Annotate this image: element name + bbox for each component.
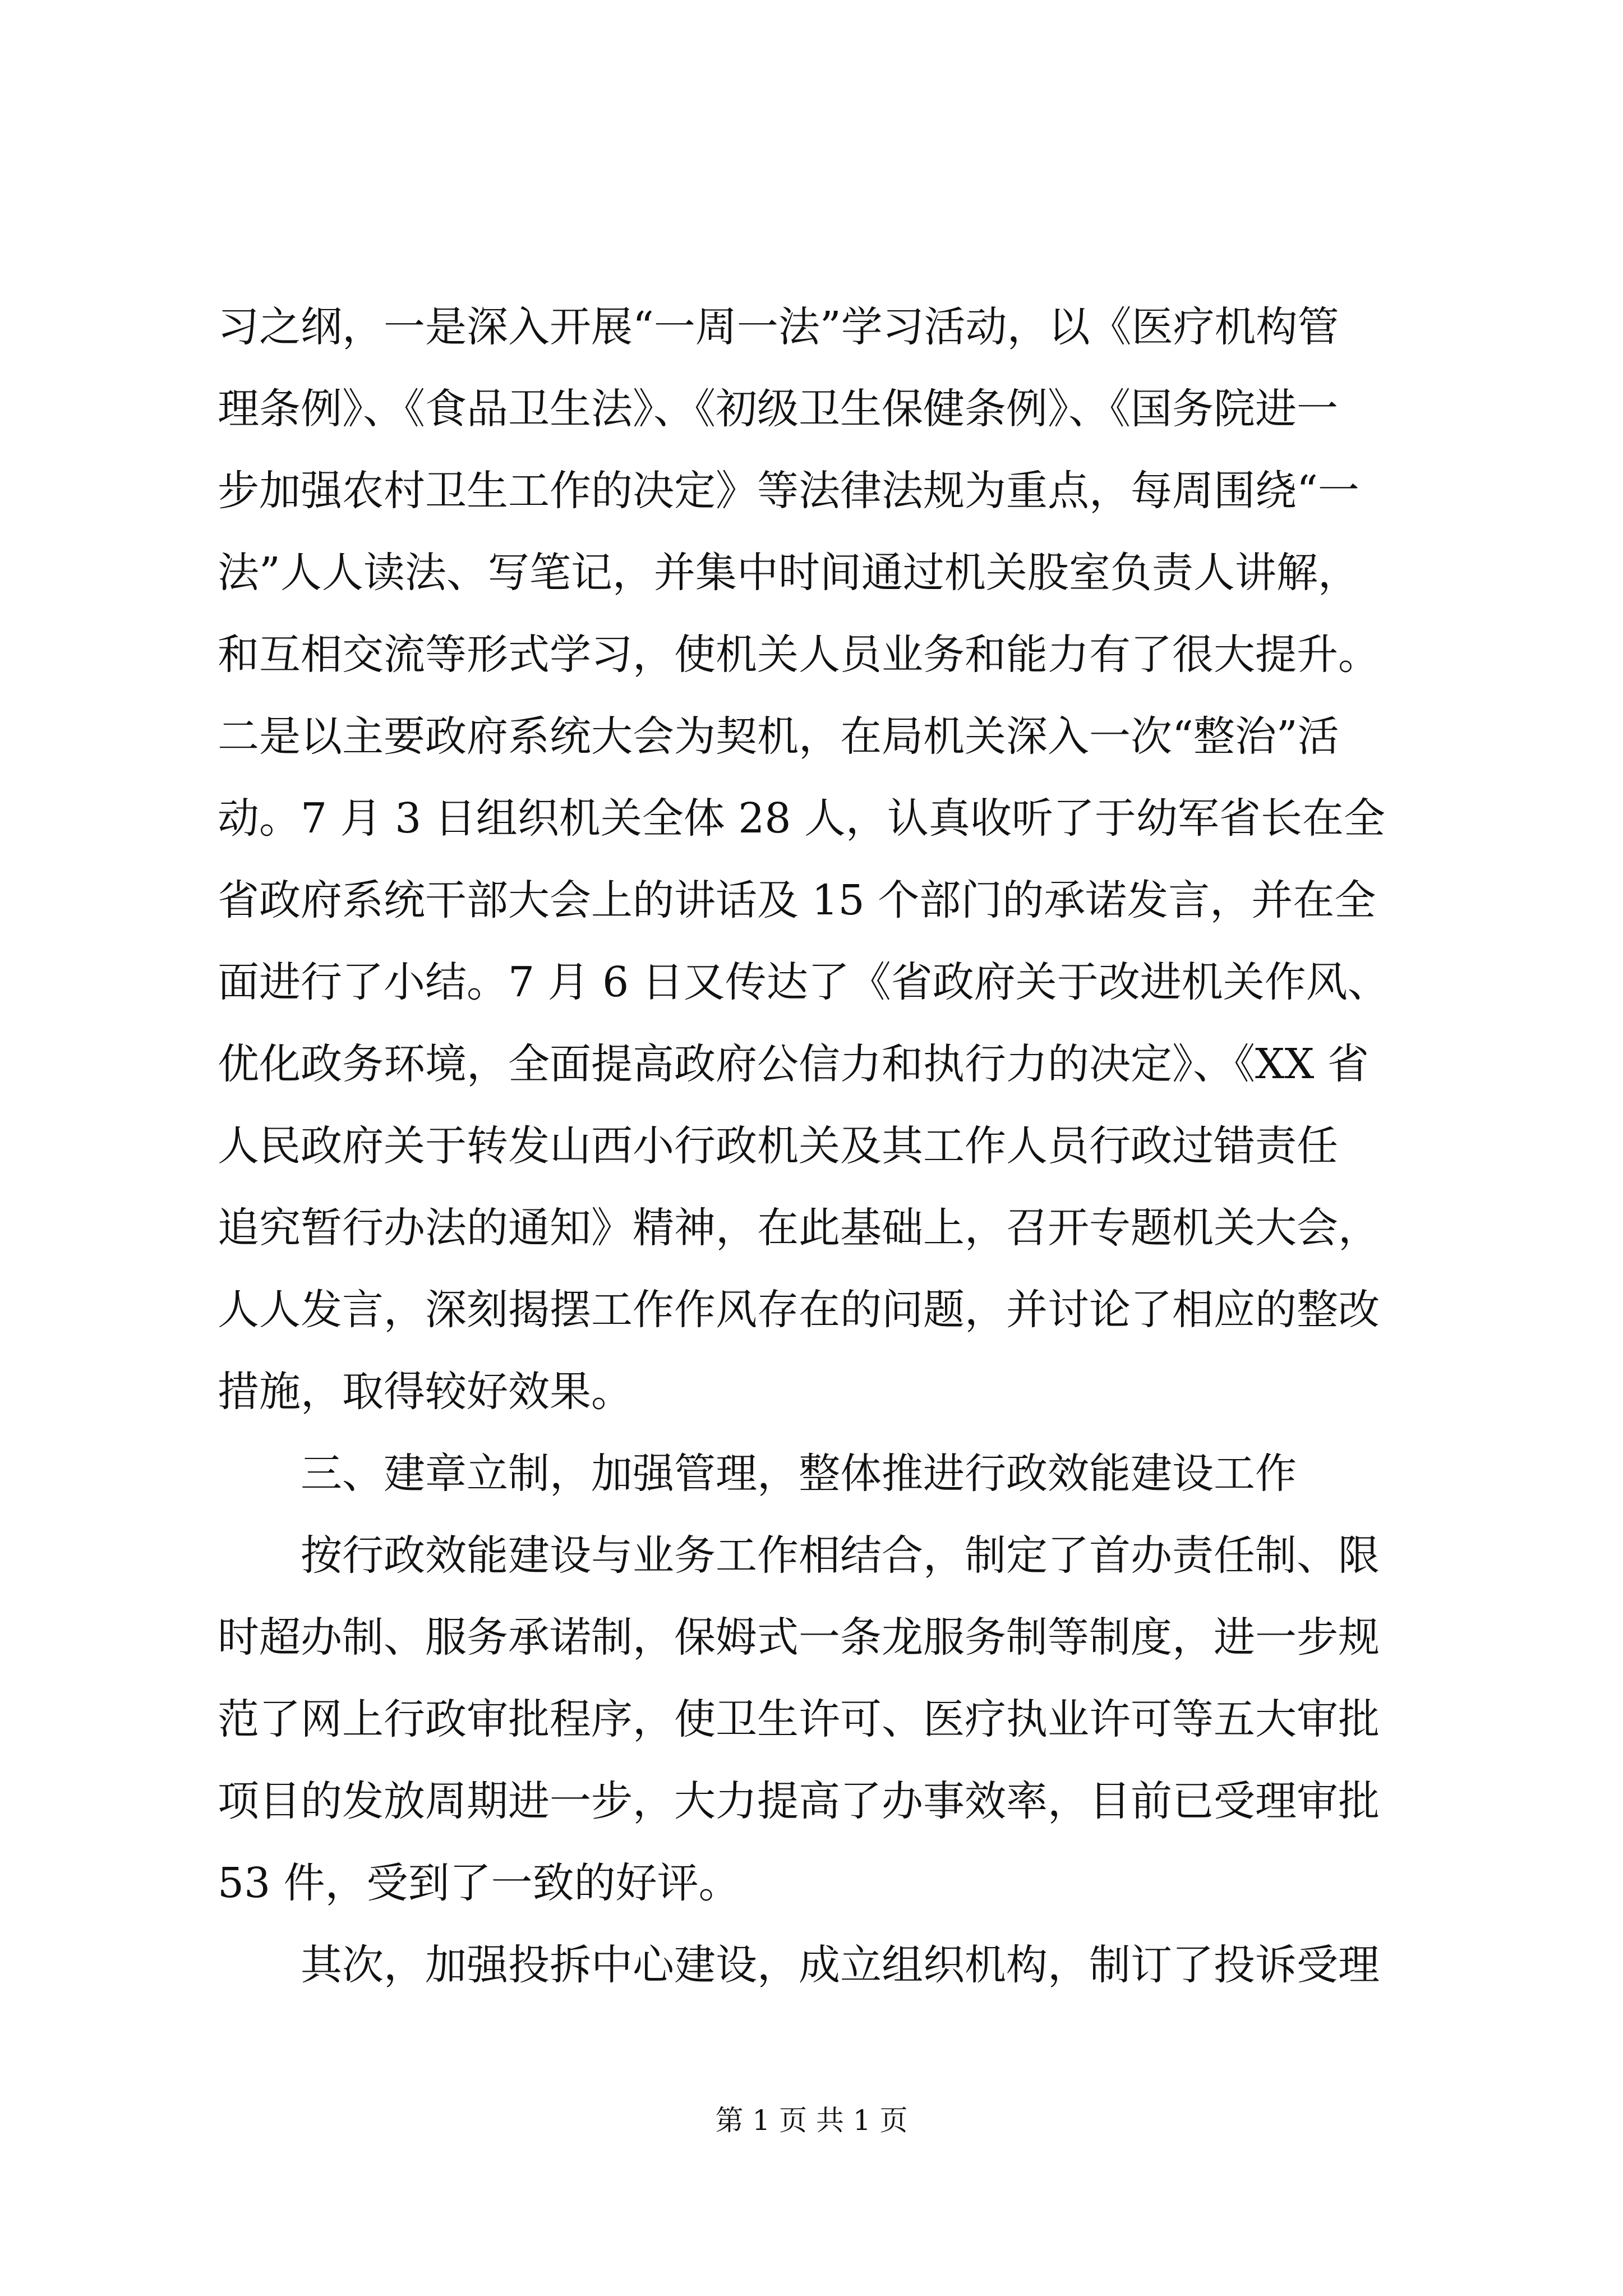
document-body [218, 286, 1429, 2006]
text-line: 动。7 月 3 日组织机关全体 28 人，认真收听了于幼军省长在全 [218, 794, 1385, 843]
text-line: 和互相交流等形式学习，使机关人员业务和能力有了很大提升。 [218, 631, 1380, 679]
text-line: 时超办制、服务承诺制，保姆式一条龙服务制等制度，进一步规 [218, 1613, 1380, 1662]
text-line: 优化政务环境，全面提高政府公信力和执行力的决定》、《XX 省 [218, 1040, 1369, 1088]
text-line: 法”人人读法、写笔记，并集中时间通过机关股室负责人讲解， [218, 549, 1359, 597]
page-number-label: 第 1 页 共 1 页 [715, 2104, 908, 2137]
text-line: 习之纲，一是深入开展“一周一法”学习活动，以《医疗机构管 [218, 303, 1339, 351]
text-line: 范了网上行政审批程序，使卫生许可、医疗执业许可等五大审批 [218, 1695, 1380, 1743]
page-footer [0, 2101, 1623, 2140]
text-line: 53 件，受到了一致的好评。 [218, 1859, 740, 1907]
text-line: 省政府系统干部大会上的讲话及 15 个部门的承诺发言，并在全 [218, 876, 1376, 924]
text-line: 措施，取得较好效果。 [218, 1368, 633, 1416]
text-line: 人民政府关于转发山西小行政机关及其工作人员行政过错责任 [218, 1122, 1338, 1170]
text-line: 面进行了小结。7 月 6 日又传达了《省政府关于改进机关作风、 [218, 958, 1389, 1006]
text-line: 项目的发放周期进一步，大力提高了办事效率，目前已受理审批 [218, 1777, 1380, 1825]
section-heading: 三、建章立制，加强管理，整体推进行政效能建设工作 [301, 1450, 1297, 1498]
text-line: 追究暂行办法的通知》精神，在此基础上，召开专题机关大会， [218, 1204, 1380, 1252]
paragraph-first-line: 按行政效能建设与业务工作相结合，制定了首办责任制、限 [301, 1531, 1380, 1580]
text-line: 理条例》、《食品卫生法》、《初级卫生保健条例》、《国务院进一 [218, 385, 1338, 433]
text-line: 步加强农村卫生工作的决定》等法律法规为重点，每周围绕“一 [218, 467, 1359, 515]
paragraph-first-line: 其次，加强投拆中心建设，成立组织机构，制订了投诉受理 [301, 1941, 1380, 1989]
text-line: 二是以主要政府系统大会为契机，在局机关深入一次“整治”活 [218, 712, 1339, 761]
text-line: 人人发言，深刻揭摆工作作风存在的问题，并讨论了相应的整改 [218, 1286, 1380, 1334]
